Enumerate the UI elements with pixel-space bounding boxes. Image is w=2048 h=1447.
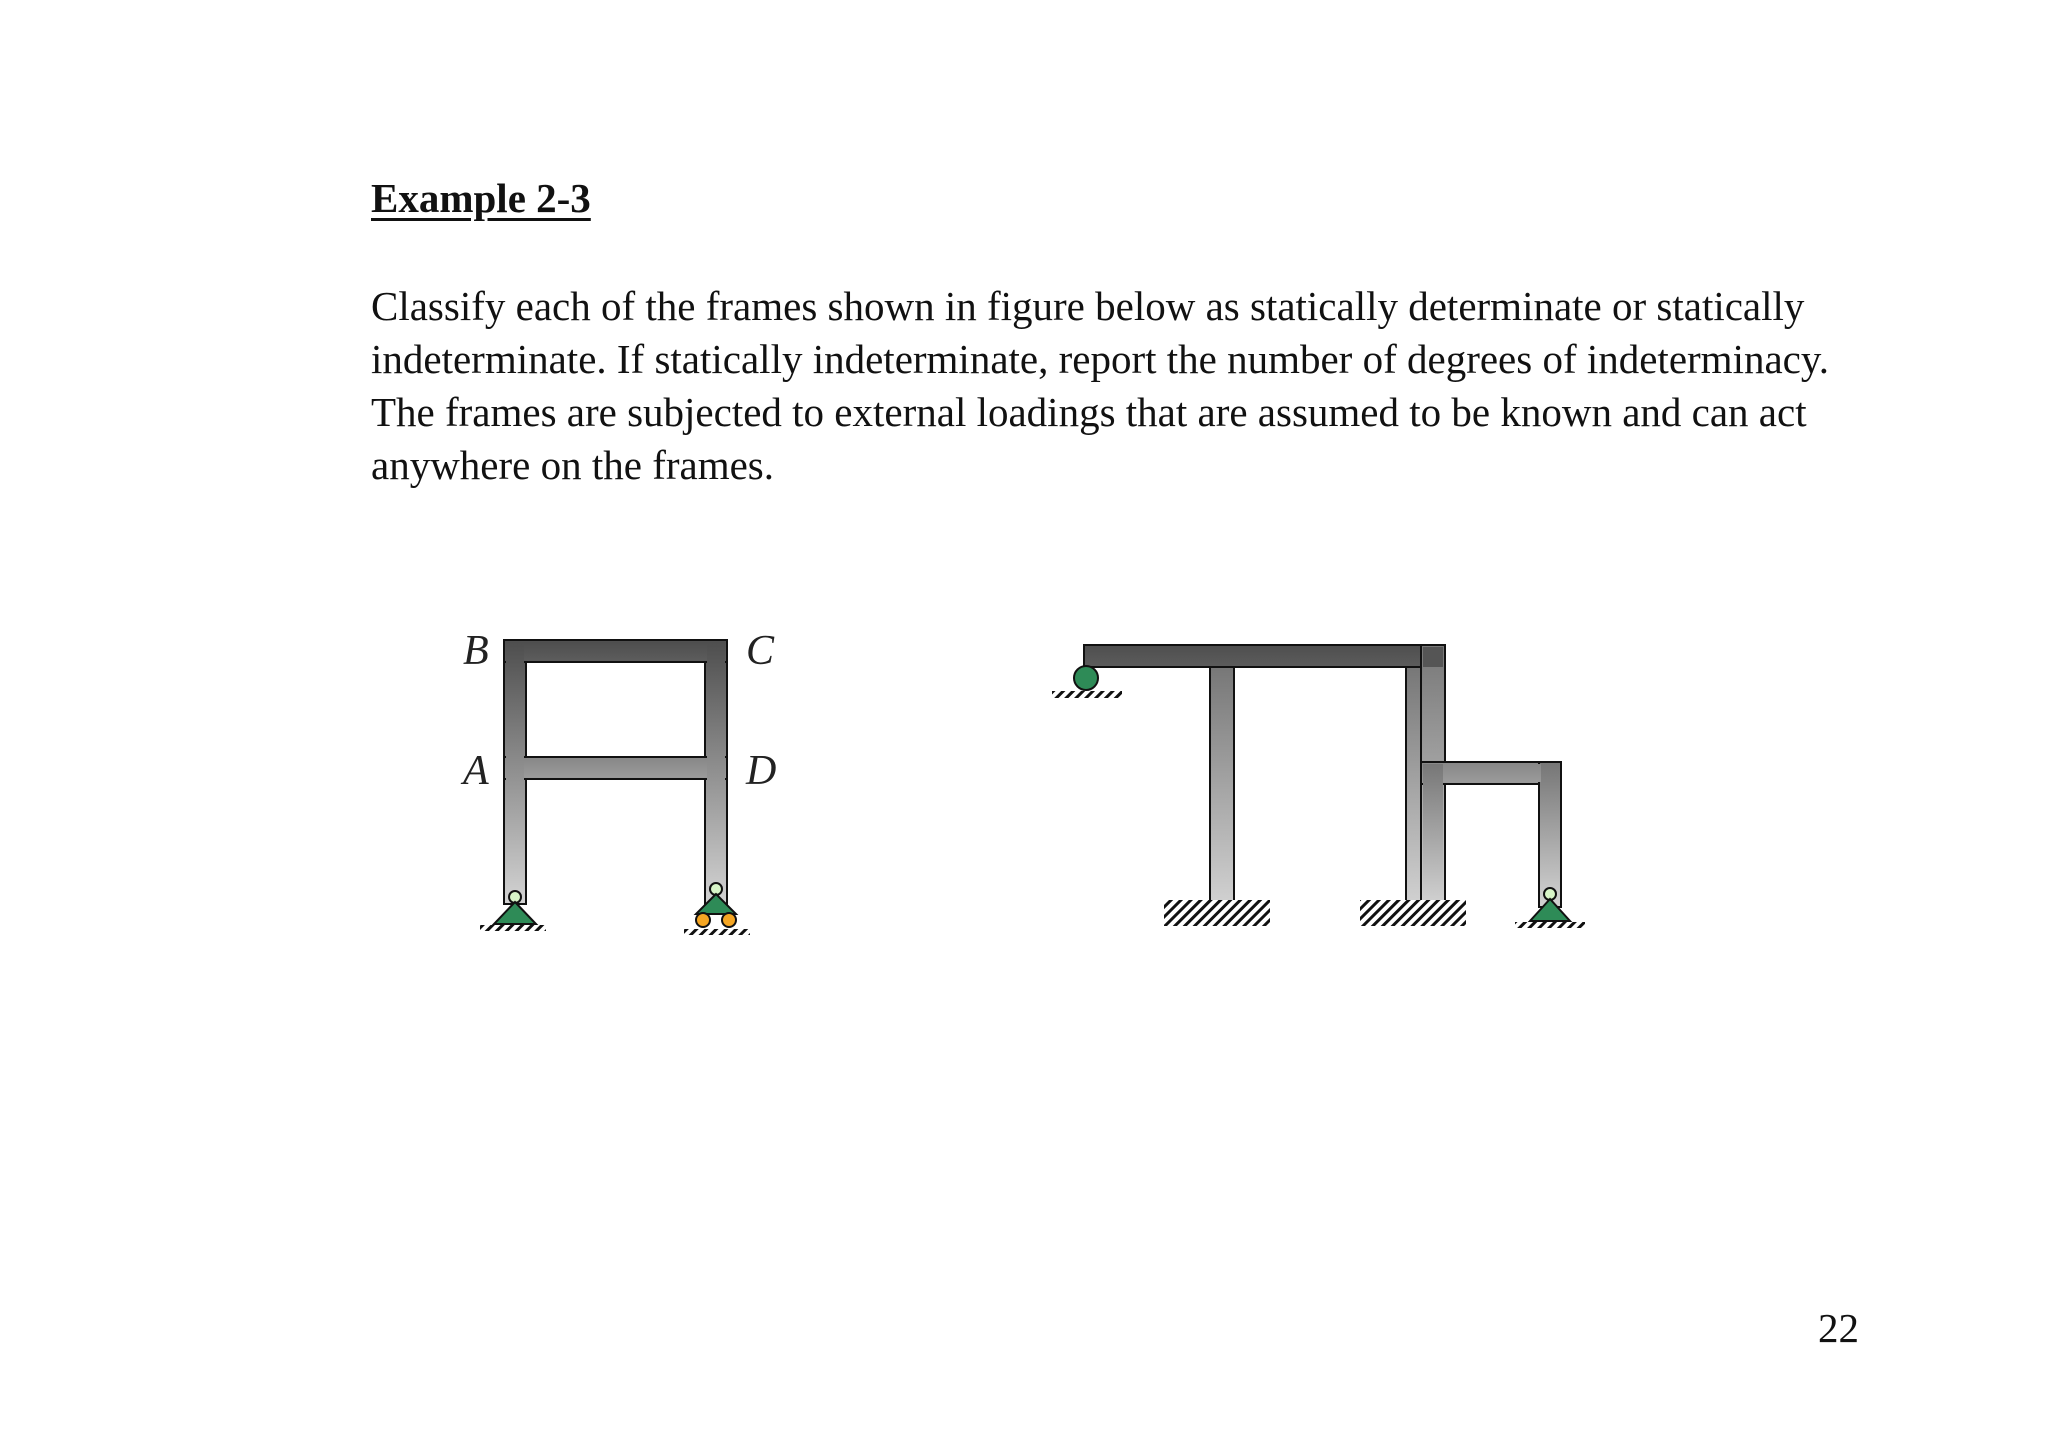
page-number: 22 bbox=[1818, 1305, 1859, 1351]
label-b: B bbox=[463, 628, 489, 674]
fixed-support-icon bbox=[1164, 900, 1270, 926]
problem-statement: Classify each of the frames shown in figure below as statically determinate or statically indeterminate. If statically indeterminate, report the number of degrees of indeterminacy. The frames are subjected to external loadings that are assumed to be known and can act anywhere on the frames. bbox=[371, 283, 1829, 488]
frame-left bbox=[460, 628, 776, 935]
label-c: C bbox=[746, 628, 775, 674]
label-d: D bbox=[746, 748, 777, 794]
example-title: Example 2-3 bbox=[371, 175, 591, 221]
label-a: A bbox=[463, 748, 489, 794]
top-beam bbox=[1084, 645, 1445, 667]
roller-support-icon bbox=[1052, 666, 1122, 698]
pin-support-icon bbox=[1515, 888, 1585, 928]
frame-right bbox=[1052, 645, 1585, 928]
column-1 bbox=[1210, 667, 1234, 907]
fixed-support-icon bbox=[1360, 900, 1466, 926]
